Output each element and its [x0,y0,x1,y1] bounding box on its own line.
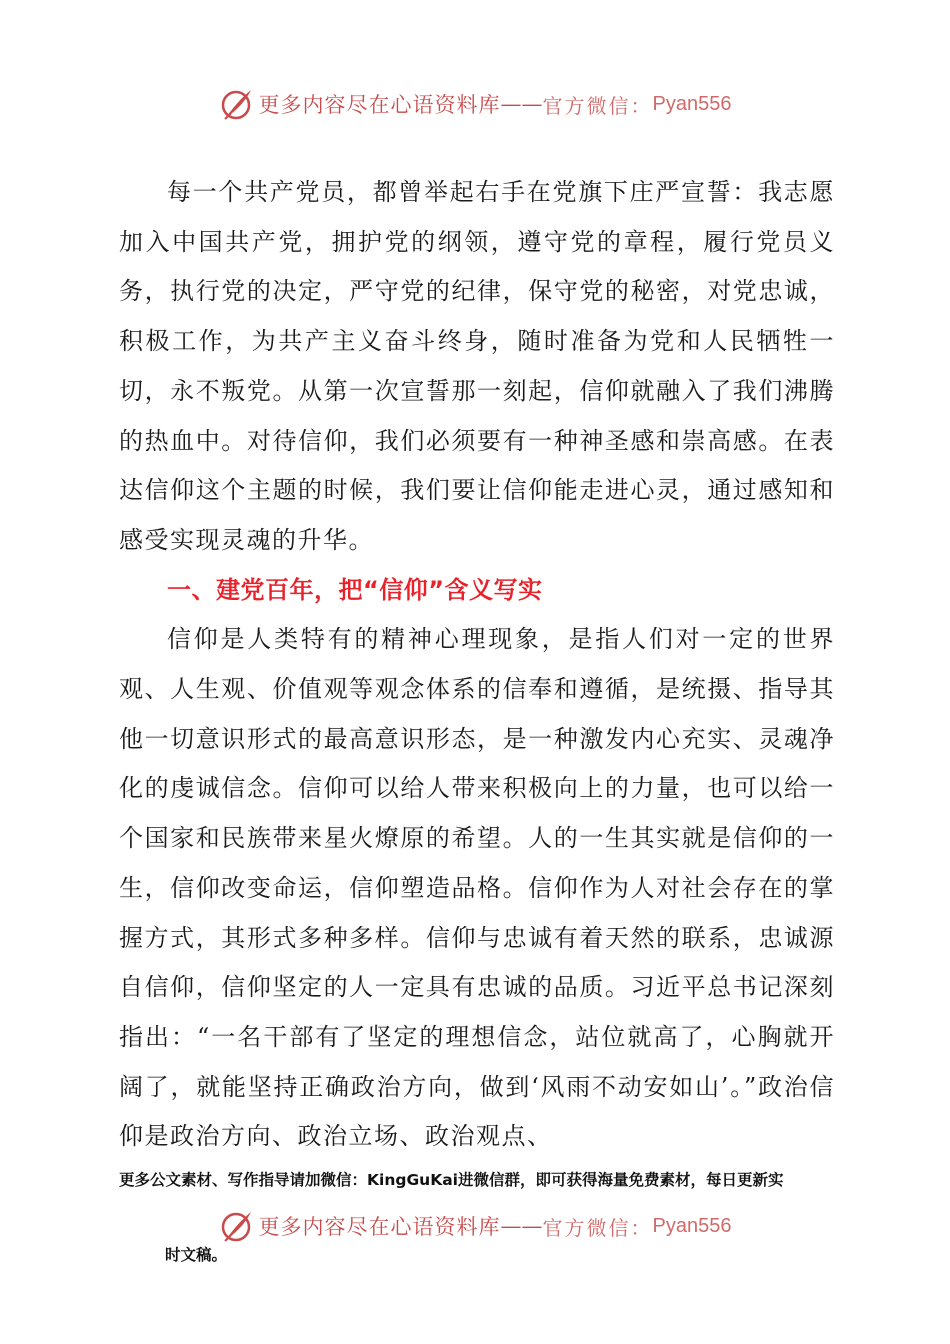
quill-logo-icon [219,86,255,122]
watermark-banner-top [0,84,950,124]
quill-logo-icon [219,1208,255,1244]
banner-separator: —— [500,92,543,116]
banner-wechat-label: 官方微信： [542,1215,653,1240]
paragraph-faith: 信仰是人类特有的精神心理现象，是指人们对一定的世界观、人生观、价值观等观念体系的信奉和遵循，是统摄、指导其他一切意识形式的最高意识形态，是一种激发内心充实、灵魂净化的虔诚信念。信仰可以给人带来积极向上的力量，也可以给一个国家和民族带来星火燎原的希望。人的一生其实就是信仰的一生，信仰改变命运，信仰塑造品格。信仰作为人对社会存在的掌握方式，其形式多种多样。信仰与忠诚有着天然的联系，忠诚源自信仰，信仰坚定的人一定具有忠诚的品质。习近平总书记深刻指出：“一名干部有了坚定的理想信念，站位就高了，心胸就开阔了，就能坚持正确政治方向，做到‘风雨不动安如山’。”政治信仰是政治方向、政治立场、政治观点、 [119,625,835,1151]
banner-wechat-id: Pyan556 [652,92,732,115]
banner-text: 更多内容尽在心语资料库 [258,93,501,117]
watermark-banner-bottom [0,1206,950,1246]
banner-wechat-id: Pyan556 [652,1214,732,1237]
footer-note-continuation: 时文稿。 [165,1246,228,1264]
banner-separator: —— [500,1214,543,1238]
document-body [119,168,835,1162]
banner-text: 更多内容尽在心语资料库 [258,1215,501,1239]
banner-wechat-label: 官方微信： [542,93,653,118]
paragraph-oath: 每一个共产党员，都曾举起右手在党旗下庄严宣誓：我志愿加入中国共产党，拥护党的纲领，遵守党的章程，履行党员义务，执行党的决定，严守党的纪律，保守党的秘密，对党忠诚，积极工作，为共产主义奋斗终身，随时准备为党和人民牺牲一切，永不叛党。从第一次宣誓那一刻起，信仰就融入了我们沸腾的热血中。对待信仰，我们必须要有一种神圣感和崇高感。在表达信仰这个主题的时候，我们要让信仰能走进心灵，通过感知和感受实现灵魂的升华。 [119,178,835,554]
section-heading: 一、建党百年，把“信仰”含义写实 [167,575,543,604]
footer-note: 更多公文素材、写作指导请加微信：KingGuKai进微信群，即可获得海量免费素材，每日更新实 [119,1171,784,1189]
